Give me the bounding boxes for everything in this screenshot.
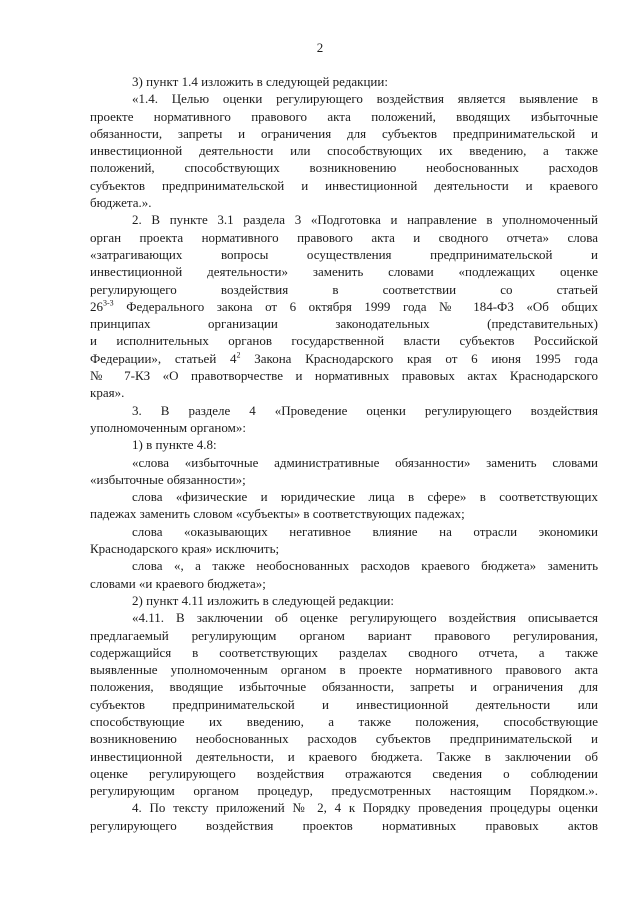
text-line: «избыточные обязанности»; [90, 471, 246, 487]
text-segment: 26 [90, 298, 103, 314]
text-line: проекте нормативного правового акта положений, вводящих избыточные [90, 108, 598, 124]
text-line: Краснодарского края» исключить; [90, 541, 280, 557]
text-line: способствующие их введению, а также положения, способствующие [90, 713, 598, 729]
text-line: № 7-КЗ «О правотворчестве и нормативных правовых актах Краснодарского [90, 368, 598, 384]
text-line: инвестиционной деятельности, и краевого бюджета. Также в заключении об [90, 748, 598, 764]
text-line: и исполнительных органов государственной власти субъектов Российской [90, 333, 598, 349]
text-line: возникновению необоснованных расходов субъектов предпринимательской и [90, 731, 598, 747]
text-line: инвестиционной деятельности или способствующих их введению, а также [90, 143, 598, 159]
text-line: 4. По тексту приложений № 2, 4 к Порядку проведения процедуры оценки [132, 800, 598, 816]
text-line: содержащийся в соответствующих разделах сводного отчета, а также [90, 644, 598, 660]
text-segment: Федерации», статьей 4 [90, 350, 237, 366]
text-line [90, 350, 598, 367]
text-line: «4.11. В заключении об оценке регулирующего воздействия описывается [132, 610, 598, 626]
text-line: оценке регулирующего воздействия отражаются сведения о соблюдении [90, 765, 598, 781]
text-line: 3. В разделе 4 «Проведение оценки регулирующего воздействия [132, 402, 598, 418]
text-line: регулирующего воздействия в соответствии со статьей [90, 281, 598, 297]
text-line: обязанности, запреты и ограничения для субъектов предпринимательской и [90, 125, 598, 141]
text-line: слова «физические и юридические лица в сфере» в соответствующих [132, 489, 598, 505]
text-line: субъектов предпринимательской и инвестиционной деятельности или [90, 696, 598, 712]
text-line: положений, способствующих возникновению необоснованных расходов [90, 160, 598, 176]
text-line [90, 298, 598, 315]
text-line: 1) в пункте 4.8: [132, 437, 217, 453]
text-line: «1.4. Целью оценки регулирующего воздействия является выявление в [132, 91, 598, 107]
text-line: слова «оказывающих негативное влияние на отрасли экономики [132, 523, 598, 539]
text-segment: Федерального закона от 6 октября 1999 года № 184-ФЗ «Об общих [113, 298, 598, 314]
text-line: 2) пункт 4.11 изложить в следующей редакции: [132, 592, 394, 608]
text-line: предлагаемый регулирующим органом вариант правового регулирования, [90, 627, 598, 643]
text-segment: Закона Краснодарского края от 6 июня 1995 года [240, 350, 598, 366]
text-line: выявленные уполномоченным органом в проекте нормативного правового акта [90, 662, 598, 678]
text-line: слова «, а также необоснованных расходов краевого бюджета» заменить [132, 558, 598, 574]
text-line: инвестиционной деятельности» заменить словами «подлежащих оценке [90, 264, 598, 280]
text-line: регулирующим органом процедур, предусмотренных настоящим Порядком.». [90, 783, 598, 799]
text-line: «слова «избыточные административные обязанности» заменить словами [132, 454, 598, 470]
superscript: 2 [236, 350, 241, 360]
text-line: «затрагивающих вопросы осуществления предпринимательской и [90, 246, 598, 262]
text-line: субъектов предпринимательской и инвестиционной деятельности и краевого [90, 177, 598, 193]
text-line: бюджета.». [90, 195, 152, 211]
text-line: регулирующего воздействия проектов нормативных правовых актов [90, 817, 598, 833]
text-line: принципах организации законодательных (представительных) [90, 316, 598, 332]
text-line: 3) пункт 1.4 изложить в следующей редакции: [132, 74, 388, 89]
text-line: орган проекта нормативного правового акта и сводного отчета» слова [90, 229, 598, 245]
page-number: 2 [316, 40, 324, 55]
text-line: 2. В пункте 3.1 раздела 3 «Подготовка и направление в уполномоченный [132, 212, 598, 228]
text-line: положения, вводящие избыточные обязанности, запреты и ограничения для [90, 679, 598, 695]
text-line: словами «и краевого бюджета»; [90, 575, 266, 591]
text-line: края». [90, 385, 125, 401]
superscript: 3-3 [103, 298, 114, 308]
text-line: падежах заменить словом «субъекты» в соответствующих падежах; [90, 506, 465, 522]
document-body [90, 73, 598, 834]
text-line: уполномоченным органом»: [90, 419, 246, 435]
